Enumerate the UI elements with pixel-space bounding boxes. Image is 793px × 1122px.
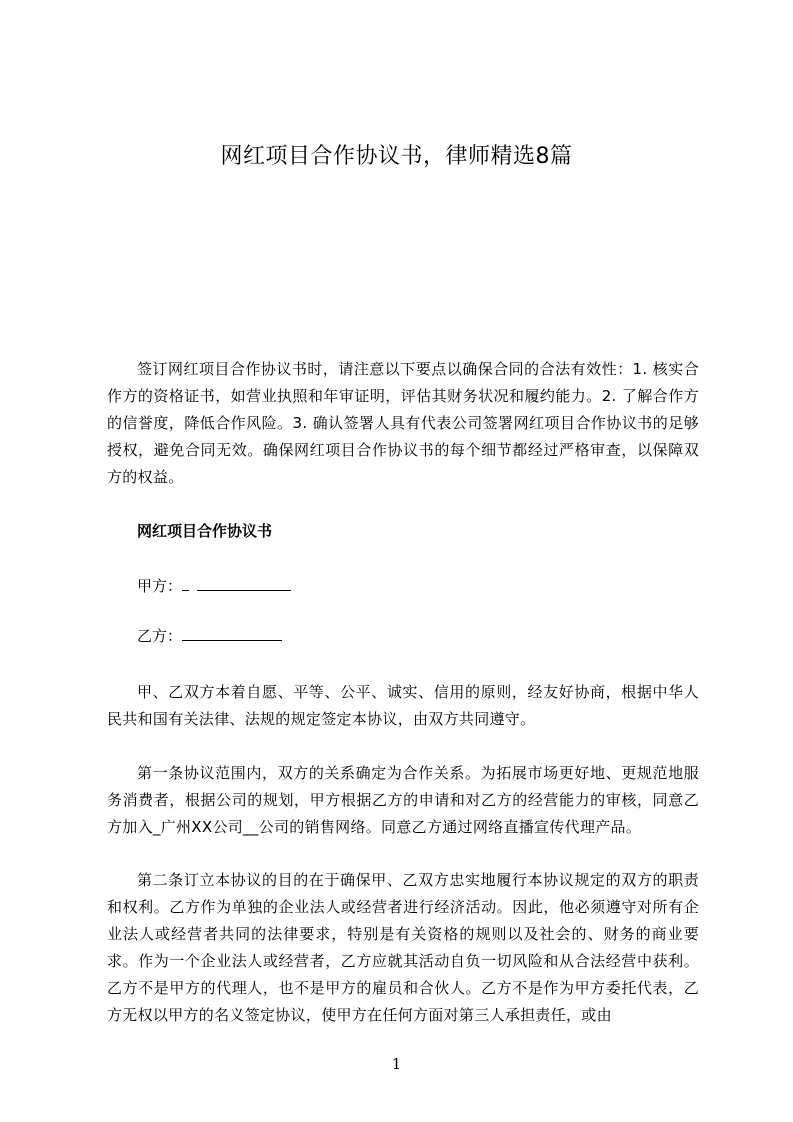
- article-1-paragraph: 第一条协议范围内，双方的关系确定为合作关系。为拓展市场更好地、更规范地服务消费者，根据公司的规划，甲方根据乙方的申请和对乙方的经营能力的审核，同意乙方加入_广州XX公司__公司的销售网络。同意乙方通过网络直播宣传代理产品。: [107, 764, 699, 836]
- agreement-heading: 网红项目合作协议书: [137, 522, 273, 540]
- party-b-line: [137, 623, 282, 650]
- party-a-blank-prefix: [182, 573, 189, 591]
- article-2-paragraph: 第二条订立本协议的目的在于确保甲、乙双方忠实地履行本协议规定的双方的职责和权利。乙方作为单独的企业法人或经营者进行经济活动。因此，他必须遵守对所有企业法人或经营者共同的法律要求，特别是有关资格的规则以及社会的、财务的商业要求。作为一个企业法人或经营者，乙方应就其活动自负一切风险和从合法经营中获利。乙方不是甲方的代理人，也不是甲方的雇员和合伙人。乙方不是作为甲方委托代表，乙方无权以甲方的名义签定协议，使甲方在任何方面对第三人承担责任，或由: [107, 871, 699, 1024]
- page-number: 1: [391, 1055, 402, 1073]
- party-b-label: 乙方：: [137, 627, 183, 645]
- party-a-blank: [197, 573, 291, 591]
- preamble-paragraph: 甲、乙双方本着自愿、平等、公平、诚实、信用的原则，经友好协商，根据中华人民共和国有关法律、法规的规定签定本协议，由双方共同遵守。: [107, 683, 699, 728]
- notice-paragraph: 签订网红项目合作协议书时，请注意以下要点以确保合同的合法有效性：1. 核实合作方的资格证书，如营业执照和年审证明，评估其财务状况和履约能力。2. 了解合作方的信誉度，降低合作风险。3. 确认签署人具有代表公司签署网红项目合作协议书的足够授权，避免合同无效。确保网红项目合作协议书的每个细节都经过严格审查，以保障双方的权益。: [107, 360, 699, 486]
- party-a-label: 甲方：: [137, 577, 183, 595]
- party-b-blank: [182, 623, 282, 641]
- party-a-line: [137, 573, 291, 600]
- document-title: 网红项目合作协议书，律师精选8篇: [220, 144, 573, 169]
